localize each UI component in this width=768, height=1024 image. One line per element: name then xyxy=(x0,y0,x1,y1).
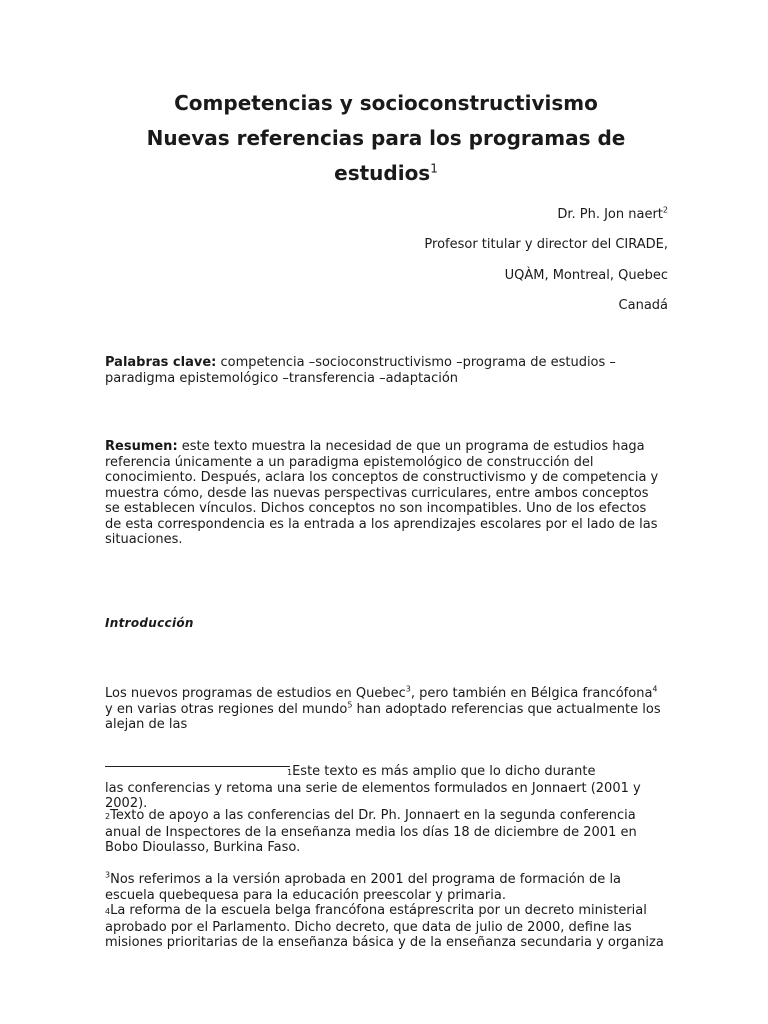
title-line-3 xyxy=(104,155,668,191)
title-line-1: Competencias y socioconstructivismo xyxy=(174,91,598,115)
intro-footnote-ref-4: 4 xyxy=(652,684,658,694)
intro-footnote-ref-3: 3 xyxy=(405,684,411,694)
footnote-2 xyxy=(105,808,665,856)
footnote-1-number: 1 xyxy=(287,768,293,777)
footnote-3 xyxy=(105,872,665,903)
author-footnote-ref: 2 xyxy=(662,205,668,215)
title-line-2: Nuevas referencias para los programas de xyxy=(146,126,626,150)
title-footnote-ref: 1 xyxy=(430,161,438,176)
author-name-text: Dr. Ph. Jon naert xyxy=(557,207,663,222)
intro-footnote-ref-5: 5 xyxy=(347,700,353,710)
introduction-paragraph xyxy=(105,686,665,733)
keywords-label: Palabras clave: xyxy=(105,355,217,370)
footnote-1-line1: Este texto es más amplio que lo dicho durante xyxy=(292,764,596,779)
abstract-label: Resumen: xyxy=(105,439,178,454)
intro-text-1: Los nuevos programas de estudios en Quebec xyxy=(105,686,406,701)
footnote-2-number: 2 xyxy=(105,812,111,821)
title-line-3-text: estudios xyxy=(334,161,431,185)
abstract-paragraph xyxy=(105,439,665,548)
introduction-heading: Introducción xyxy=(105,616,194,630)
footnote-4-number: 4 xyxy=(105,907,111,916)
author-country: Canadá xyxy=(618,298,668,313)
footnote-1-first-line xyxy=(105,764,595,779)
footnote-3-number: 3 xyxy=(105,870,111,880)
abstract-text: este texto muestra la necesidad de que un programa de estudios haga referencia únicamente a un paradigma epistemológico de construcción del conocimiento. Después, aclara los conceptos de constructivismo y de competencia y muestra cómo, desde las nuevas perspectivas curriculares, entre ambos conceptos se establecen vínculos. Dichos conceptos no son incompatibles. Uno de los efectos de esta correspondencia es la entrada a los aprendizajes escolares por el lado de las situaciones. xyxy=(105,439,659,547)
footnote-4 xyxy=(105,903,665,951)
footnote-4-text: La reforma de la escuela belga francófona estáprescrita por un decreto ministerial aprobado por el Parlamento. Dicho decreto, que data de julio de 2000, define las misiones prioritarias de la enseñanza básica y de la enseñanza secundaria y organiza xyxy=(105,903,664,950)
keywords-text: competencia –socioconstructivismo –programa de estudios –paradigma epistemológico –transferencia –adaptación xyxy=(105,355,616,386)
footnote-3-text: Nos referimos a la versión aprobada en 2001 del programa de formación de la escuela quebequesa para la educación preescolar y primaria. xyxy=(105,872,622,903)
footnote-1 xyxy=(105,764,665,812)
intro-text-3: y en varias otras regiones del mundo xyxy=(105,701,348,717)
author-location: UQÀM, Montreal, Quebec xyxy=(504,268,668,283)
intro-text-4: han adoptado referencias que actualmente los alejan de las xyxy=(105,701,661,732)
footnote-1-rest: las conferencias y retoma una serie de elementos formulados en Jonnaert (2001 y 2002). xyxy=(105,780,641,811)
footnote-2-text: Texto de apoyo a las conferencias del Dr. Ph. Jonnaert en la segunda conferencia anual de Inspectores de la enseñanza media los días 18 de diciembre de 2001 en Bobo Dioulasso, Burkina Faso. xyxy=(105,808,637,855)
author-name xyxy=(557,207,668,223)
intro-text-2: , pero también en Bélgica francófona xyxy=(410,686,653,701)
keywords-paragraph xyxy=(105,355,665,386)
author-position: Profesor titular y director del CIRADE, xyxy=(424,237,668,252)
